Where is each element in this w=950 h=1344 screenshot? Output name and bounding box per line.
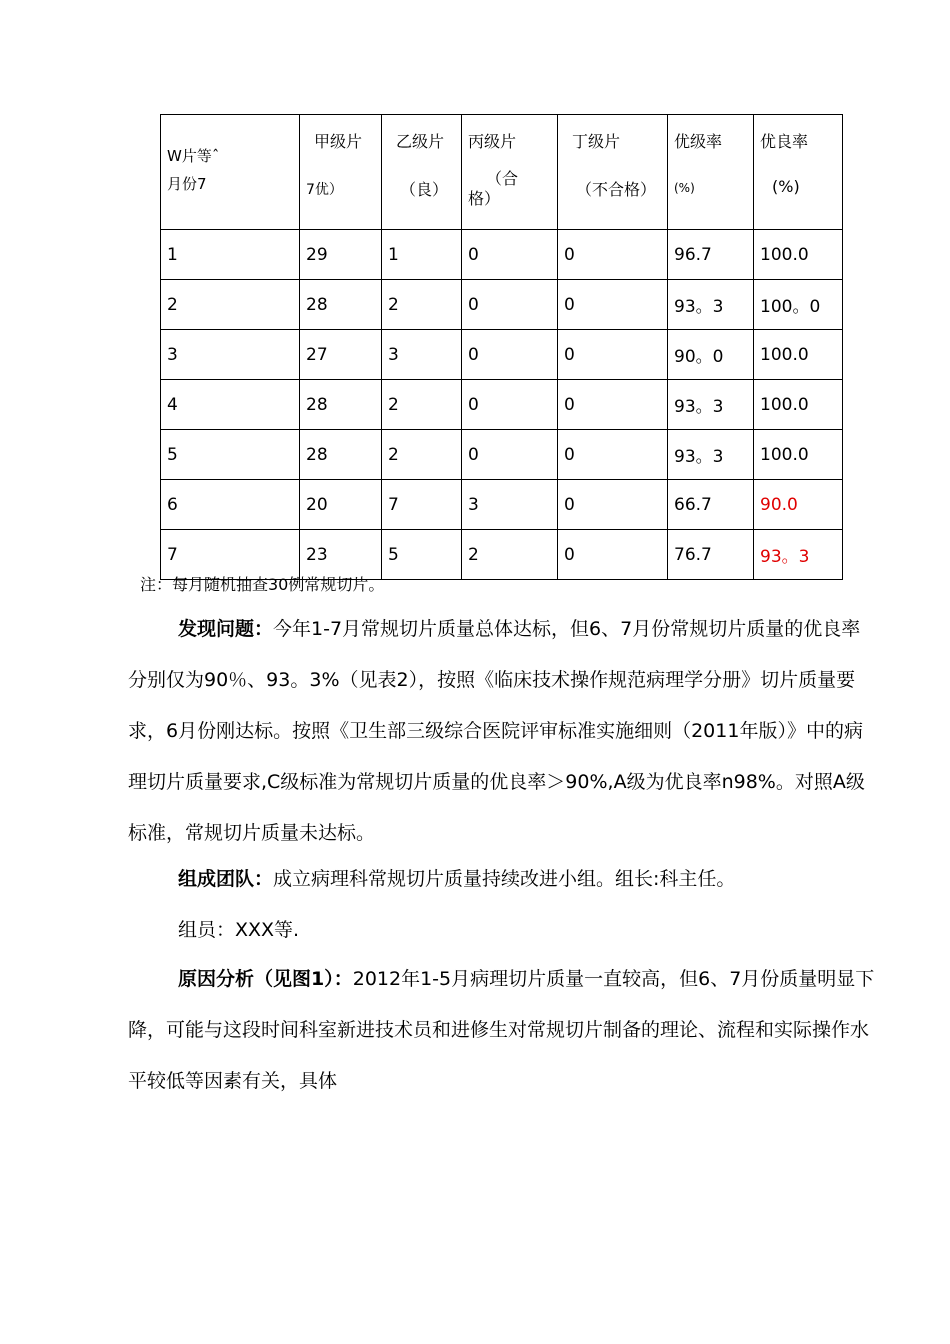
table-cell: 5 <box>382 530 462 580</box>
table-cell: 0 <box>462 230 558 280</box>
table-cell: 93。3 <box>668 380 754 430</box>
table-cell: 0 <box>462 280 558 330</box>
table-cell: 3 <box>462 480 558 530</box>
table-cell: 1 <box>161 230 300 280</box>
table-cell: 0 <box>558 280 668 330</box>
table-cell: 100.0 <box>754 430 843 480</box>
header-bing-line1: 丙级片 <box>468 132 517 151</box>
team-text: 成立病理科常规切片质量持续改进小组。组长:科主任。 <box>273 868 736 890</box>
table-cell: 1 <box>382 230 462 280</box>
table-cell: 93。3 <box>668 430 754 480</box>
header-excellent-rate <box>668 115 754 230</box>
paragraph-team <box>128 854 878 956</box>
table-cell: 28 <box>300 380 382 430</box>
table-cell: 66.7 <box>668 480 754 530</box>
table-row <box>161 480 843 530</box>
table-cell: 0 <box>462 430 558 480</box>
header-youliang-line1: 优良率 <box>760 132 809 151</box>
table-cell: 0 <box>558 380 668 430</box>
table-cell: 100.0 <box>754 330 843 380</box>
header-jia <box>300 115 382 230</box>
table-cell: 0 <box>558 330 668 380</box>
table-cell: 4 <box>161 380 300 430</box>
findings-text: 今年1-7月常规切片质量总体达标，但6、7月份常规切片质量的优良率分别仅为90％、93。3%（见表2），按照《临床技术操作规范病理学分册》切片质量要求，6月份刚达标。按照《卫生部三级综合医院评审标准实施细则（2011年版）》中的病理切片质量要求,C级标准为常规切片质量的优良率＞90%,A级为优良率n98%。对照A级标准，常规切片质量未达标。 <box>128 618 865 844</box>
findings-label: 发现问题： <box>178 618 274 640</box>
table-cell: 29 <box>300 230 382 280</box>
table-cell: 7 <box>382 480 462 530</box>
table-cell: 93。3 <box>754 530 843 580</box>
table-row <box>161 330 843 380</box>
table-header-row <box>161 115 843 230</box>
team-label: 组成团队： <box>178 868 274 890</box>
paragraph-cause-analysis <box>128 954 878 1107</box>
table-cell: 93。3 <box>668 280 754 330</box>
header-you-line2: (%) <box>674 181 695 195</box>
cause-text: 2012年1-5月病理切片质量一直较高，但6、7月份质量明显下降，可能与这段时间科室新进技术员和进修生对常规切片制备的理论、流程和实际操作水平较低等因素有关，具体 <box>128 968 875 1092</box>
header-bing-line2 <box>468 169 518 209</box>
table-row <box>161 430 843 480</box>
table-cell: 23 <box>300 530 382 580</box>
header-yi-line1: 乙级片 <box>396 132 445 151</box>
table-row <box>161 380 843 430</box>
header-yi <box>382 115 462 230</box>
header-jia-line1: 甲级片 <box>314 132 363 151</box>
table-cell: 2 <box>161 280 300 330</box>
paragraph-findings <box>128 604 878 859</box>
table-cell: 5 <box>161 430 300 480</box>
header-corner-line1: W片等ˆ <box>167 147 220 165</box>
table-cell: 2 <box>382 430 462 480</box>
table-row <box>161 280 843 330</box>
team-members: 组员：XXX等. <box>178 919 300 941</box>
table-cell: 6 <box>161 480 300 530</box>
table-cell: 0 <box>462 330 558 380</box>
table-cell: 20 <box>300 480 382 530</box>
header-bing-line2a: （合 <box>486 169 519 188</box>
table-cell: 90。0 <box>668 330 754 380</box>
table-cell: 0 <box>558 430 668 480</box>
header-corner-cell <box>161 115 300 230</box>
table-cell: 100。0 <box>754 280 843 330</box>
header-ding <box>558 115 668 230</box>
table-cell: 0 <box>462 380 558 430</box>
table-cell: 76.7 <box>668 530 754 580</box>
table-note: 注：每月随机抽查30例常规切片。 <box>140 575 385 594</box>
table-cell: 3 <box>382 330 462 380</box>
table-cell: 2 <box>382 280 462 330</box>
header-good-rate <box>754 115 843 230</box>
table-cell: 90.0 <box>754 480 843 530</box>
table-cell: 100.0 <box>754 380 843 430</box>
cause-label: 原因分析（见图1）： <box>178 968 353 990</box>
table-cell: 0 <box>558 530 668 580</box>
table-cell: 7 <box>161 530 300 580</box>
table-row <box>161 230 843 280</box>
header-bing-line2b: 格） <box>468 189 501 208</box>
slide-quality-table <box>160 114 843 580</box>
header-corner-line2: 月份7 <box>167 175 207 193</box>
table-cell: 3 <box>161 330 300 380</box>
header-bing <box>462 115 558 230</box>
table-cell: 28 <box>300 430 382 480</box>
header-you-line1: 优级率 <box>674 132 723 151</box>
header-yi-line2: （良） <box>400 180 449 199</box>
header-ding-line2: （不合格） <box>576 180 657 199</box>
table-cell: 2 <box>462 530 558 580</box>
table-cell: 27 <box>300 330 382 380</box>
header-youliang-line2: (%) <box>772 177 800 196</box>
table-cell: 96.7 <box>668 230 754 280</box>
table-cell: 0 <box>558 480 668 530</box>
table-cell: 0 <box>558 230 668 280</box>
table-cell: 100.0 <box>754 230 843 280</box>
header-jia-line2: 7优） <box>306 182 343 198</box>
header-ding-line1: 丁级片 <box>572 132 621 151</box>
table-cell: 2 <box>382 380 462 430</box>
table-cell: 28 <box>300 280 382 330</box>
